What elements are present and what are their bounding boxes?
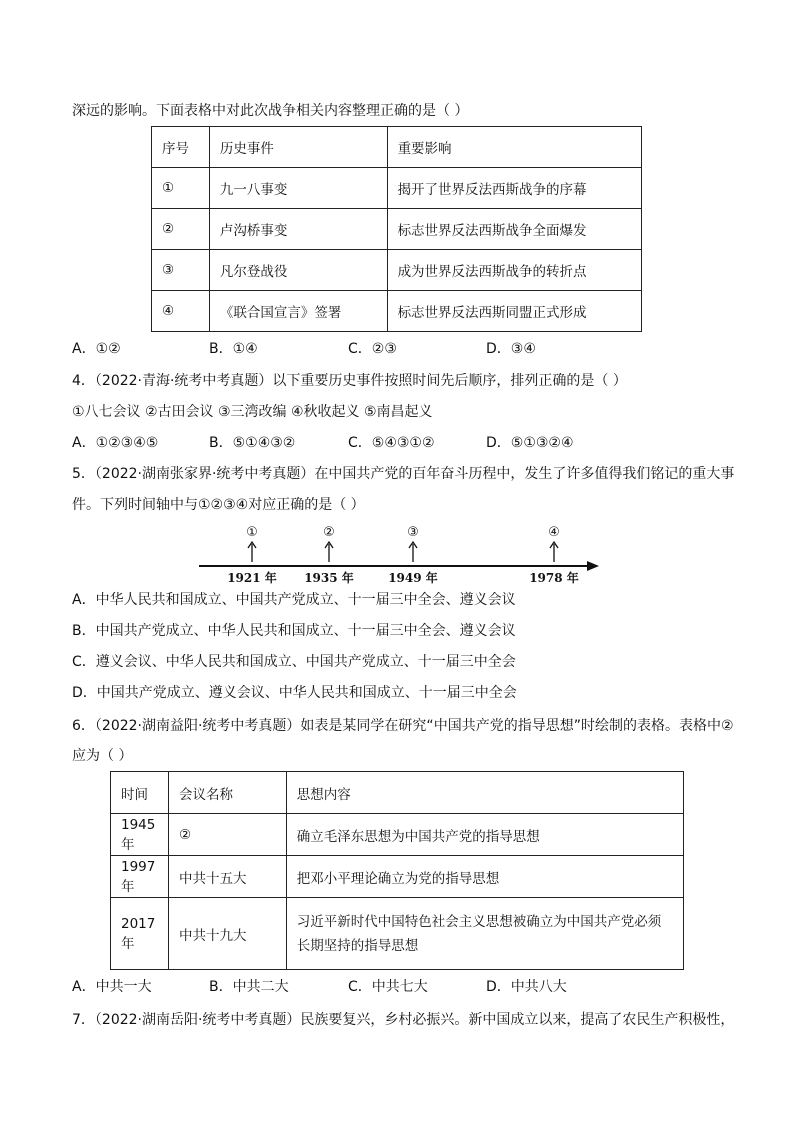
table-cell: 揭开了世界反法西斯战争的序幕 bbox=[387, 168, 641, 209]
timeline-year: 1949 年 bbox=[388, 571, 438, 585]
timeline-arrowhead bbox=[587, 561, 599, 571]
table-cell: 确立毛泽东思想为中国共产党的指导思想 bbox=[286, 814, 683, 856]
option-b[interactable]: B．中共二大 bbox=[209, 979, 289, 995]
option-d[interactable]: D．中共八大 bbox=[486, 979, 567, 995]
table-header-row bbox=[111, 772, 684, 814]
table-cell: 《联合国宣言》签署 bbox=[209, 291, 387, 332]
table-cell: 凡尔登战役 bbox=[209, 250, 387, 291]
timeline-year: 1935 年 bbox=[304, 571, 354, 585]
timeline-year: 1921 年 bbox=[227, 571, 277, 585]
table-row bbox=[111, 856, 684, 898]
timeline-marker: ④ bbox=[548, 525, 560, 540]
table-cell: ③ bbox=[152, 250, 210, 291]
q5-stem-line2: 件。下列时间轴中与①②③④对应正确的是（ ） bbox=[72, 497, 365, 513]
table-cell: ① bbox=[152, 168, 210, 209]
table-cell: 1945 年 bbox=[111, 814, 169, 856]
q5-option-b[interactable]: B．中国共产党成立、中华人民共和国成立、十一届三中全会、遵义会议 bbox=[72, 623, 516, 639]
q5-option-c[interactable]: C．遵义会议、中华人民共和国成立、中国共产党成立、十一届三中全会 bbox=[72, 654, 516, 670]
table-row bbox=[152, 250, 642, 291]
q4-items: ①八七会议 ②古田会议 ③三湾改编 ④秋收起义 ⑤南昌起义 bbox=[72, 404, 433, 420]
table-cell: 习近平新时代中国特色社会主义思想被确立为中国共产党必须长期坚持的指导思想 bbox=[286, 898, 683, 970]
option-d[interactable]: D．⑤①③②④ bbox=[486, 435, 574, 451]
table-header-cell: 重要影响 bbox=[387, 127, 641, 168]
option-b[interactable]: B．①④ bbox=[209, 341, 258, 357]
table-cell: 1997 年 bbox=[111, 856, 169, 898]
table-cell: ② bbox=[152, 209, 210, 250]
timeline-year: 1978 年 bbox=[529, 571, 579, 585]
table-header-cell: 历史事件 bbox=[209, 127, 387, 168]
q5-option-a[interactable]: A．中华人民共和国成立、中国共产党成立、十一届三中全会、遵义会议 bbox=[72, 592, 516, 608]
q5-option-d[interactable]: D．中国共产党成立、遵义会议、中华人民共和国成立、十一届三中全会 bbox=[72, 685, 517, 701]
q6-stem-line1: 6．（2022·湖南益阳·统考中考真题）如表是某同学在研究“中国共产党的指导思想”时绘制的表格。表格中② bbox=[72, 718, 734, 734]
table-cell: 中共十九大 bbox=[168, 898, 286, 970]
table-header-row bbox=[152, 127, 642, 168]
table-cell: 2017 年 bbox=[111, 898, 169, 970]
timeline-marker: ③ bbox=[407, 525, 419, 540]
q6-stem-line2: 应为（ ） bbox=[72, 748, 133, 764]
table-header-cell: 序号 bbox=[152, 127, 210, 168]
table-row bbox=[152, 209, 642, 250]
table-header-cell: 思想内容 bbox=[286, 772, 683, 814]
table-cell: 标志世界反法西斯同盟正式形成 bbox=[387, 291, 641, 332]
table-header-cell: 时间 bbox=[111, 772, 169, 814]
table-cell: 卢沟桥事变 bbox=[209, 209, 387, 250]
table-cell: 中共十五大 bbox=[168, 856, 286, 898]
timeline-marker: ① bbox=[246, 525, 258, 540]
option-d[interactable]: D．③④ bbox=[486, 341, 536, 357]
timeline-marker: ② bbox=[323, 525, 335, 540]
table-row bbox=[152, 168, 642, 209]
q5-timeline bbox=[195, 522, 605, 586]
q7-stem: 7．（2022·湖南岳阳·统考中考真题）民族要复兴，乡村必振兴。新中国成立以来，提高了农民生产积极性， bbox=[72, 1012, 735, 1028]
table-header-cell: 会议名称 bbox=[168, 772, 286, 814]
table-cell: 成为世界反法西斯战争的转折点 bbox=[387, 250, 641, 291]
q6-table bbox=[110, 771, 684, 970]
table-row bbox=[152, 291, 642, 332]
option-a[interactable]: A．①②③④⑤ bbox=[72, 435, 159, 451]
option-a[interactable]: A．①② bbox=[72, 341, 121, 357]
table-cell: ④ bbox=[152, 291, 210, 332]
table-row bbox=[111, 898, 684, 970]
q5-stem-line1: 5．（2022·湖南张家界·统考中考真题）在中国共产党的百年奋斗历程中，发生了许多值得我们铭记的重大事 bbox=[72, 466, 735, 482]
q3-stem: 深远的影响。下面表格中对此次战争相关内容整理正确的是（ ） bbox=[72, 103, 469, 119]
option-b[interactable]: B．⑤①④③② bbox=[209, 435, 296, 451]
q4-stem: 4．（2022·青海·统考中考真题）以下重要历史事件按照时间先后顺序，排列正确的是（ ） bbox=[72, 373, 627, 389]
q3-table bbox=[151, 126, 642, 332]
option-a[interactable]: A．中共一大 bbox=[72, 979, 152, 995]
table-cell: 把邓小平理论确立为党的指导思想 bbox=[286, 856, 683, 898]
option-c[interactable]: C．②③ bbox=[348, 341, 397, 357]
table-cell: 九一八事变 bbox=[209, 168, 387, 209]
option-c[interactable]: C．⑤④③①② bbox=[348, 435, 435, 451]
table-cell: 标志世界反法西斯战争全面爆发 bbox=[387, 209, 641, 250]
table-cell: ② bbox=[168, 814, 286, 856]
option-c[interactable]: C．中共七大 bbox=[348, 979, 428, 995]
table-row bbox=[111, 814, 684, 856]
